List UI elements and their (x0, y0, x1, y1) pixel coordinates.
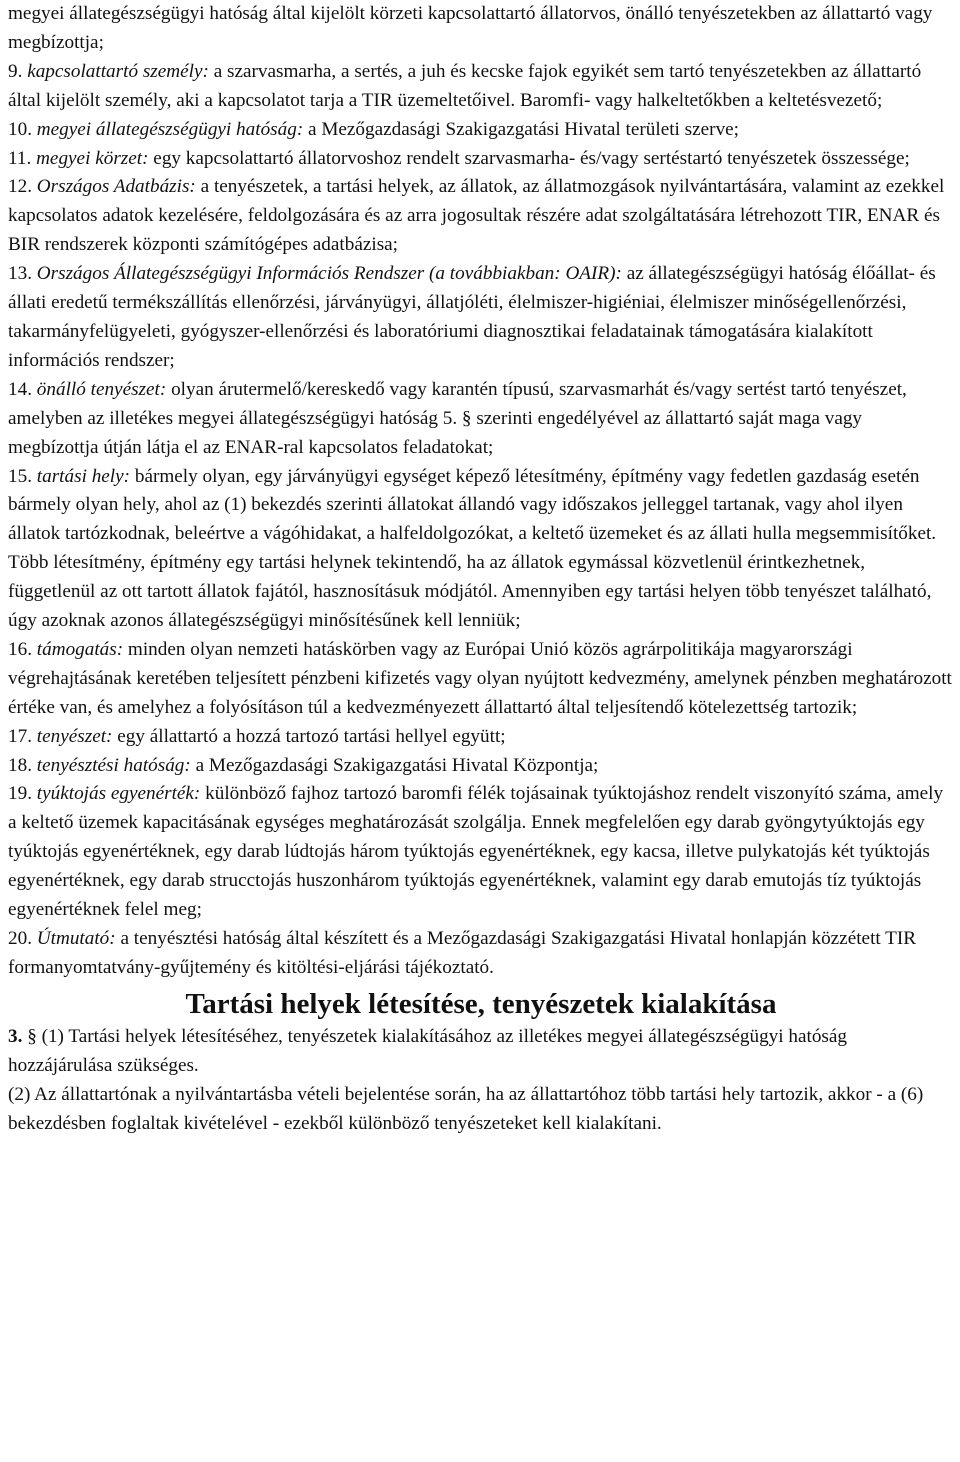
item-term: kapcsolattartó személy: (27, 60, 209, 82)
item-text: minden olyan nemzeti hatáskörben vagy az Európai Unió közös agrárpolitikája magyarországi végrehajtásának keretében teljesített pénzbeni kifizetés vagy olyan nyújtott kedvezmény, amelynek pénzben meghatározott értéke van, és amelyhez a folyósításon túl a kedvezményezett állattartó által teljesítendő kötelezettség tartozik; (8, 638, 952, 718)
item-number: 16. (8, 638, 32, 660)
item-text: egy kapcsolattartó állatorvoshoz rendelt szarvasmarha- és/vagy sertéstartó tenyészetek összessége; (148, 147, 910, 169)
section-3-paragraph-2: (2) Az állattartónak a nyilvántartásba vételi bejelentése során, ha az állattartóhoz több tartási hely tartozik, akkor - a (6) bekezdésben foglaltak kivételével - ezekből különböző tenyészeteket kell kialakítani. (8, 1083, 924, 1134)
item-number: 11. (8, 147, 32, 169)
definition-item-11 (8, 145, 954, 174)
item-text: a szarvasmarha, a sertés, a juh és kecske fajok egyikét sem tartó tenyészetekben az állattartó által kijelölt személy, aki a kapcsolatot tarja a TIR üzemeltetőivel. Baromfi- vagy halkeltetőkben a keltetésvezető; (8, 60, 922, 111)
item-text: a tenyésztési hatóság által készített és a Mezőgazdasági Szakigazgatási Hivatal honlapján közzétett TIR formanyomtatvány-gyűjtemény és kitöltési-eljárási tájékoztató. (8, 928, 917, 978)
item-number: 12. (8, 176, 32, 198)
item-term: Útmutató: (36, 928, 116, 949)
definition-item-15 (8, 463, 954, 636)
item-term: megyei körzet: (36, 147, 149, 169)
item-term: tartási hely: (36, 465, 131, 487)
item-term: tenyészet: (36, 725, 113, 747)
definition-item-10 (8, 116, 954, 145)
item-text: egy állattartó a hozzá tartozó tartási hellyel együtt; (112, 725, 506, 747)
item-number: 19. (8, 783, 32, 805)
definition-item-17 (8, 723, 954, 752)
item-number: 13. (8, 263, 32, 285)
section-number: 3. (8, 1025, 23, 1047)
section-heading: Tartási helyek létesítése, tenyészetek kialakítása (185, 987, 777, 1020)
paragraph-text: § (1) Tartási helyek létesítéséhez, tenyészetek kialakításához az illetékes megyei állategészségügyi hatóság hozzájárulása szükséges. (8, 1025, 848, 1076)
definition-item-14 (8, 376, 954, 463)
definition-item-19 (8, 780, 954, 925)
definition-item-13 (8, 260, 954, 376)
paragraph-intro (8, 0, 954, 58)
definition-item-20 (8, 925, 954, 983)
definition-item-9 (8, 58, 954, 116)
section-3-paragraph-1 (8, 1023, 954, 1081)
item-text: a tenyészetek, a tartási helyek, az állatok, az állatmozgások nyilvántartására, valamint az ezekkel kapcsolatos adatok kezelésére, feldolgozására és az arra jogosultak részére adat szolgáltatására létrehozott TIR, ENAR és BIR rendszerek központi számítógépes adatbázisa; (8, 176, 945, 256)
item-term: önálló tenyészet: (36, 378, 167, 400)
paragraph-text: megyei állategészségügyi hatóság által kijelölt körzeti kapcsolattartó állatorvos, önálló tenyészetekben az állattartó vagy megbízottja; (8, 3, 933, 53)
item-term: tenyésztési hatóság: (36, 754, 191, 776)
definition-item-12 (8, 173, 954, 260)
item-number: 10. (8, 118, 32, 140)
item-number: 15. (8, 465, 32, 487)
item-number: 14. (8, 378, 32, 400)
item-number: 20. (8, 928, 32, 949)
document-page (8, 0, 954, 1138)
item-term: Országos Állategészségügyi Információs Rendszer (a továbbiakban: OAIR): (36, 263, 622, 285)
item-term: tyúktojás egyenérték: (36, 783, 201, 805)
item-text: bármely olyan, egy járványügyi egységet képező létesítmény, építmény vagy fedetlen gazdaság esetén bármely olyan hely, ahol az (1) bekezdés szerinti állatokat állandó vagy időszakos jelleggel tartanak, vagy ahol ilyen állatok tartózkodnak, beleértve a vágóhidakat, a halfeldolgozókat, a keltető üzemeket és az állati hulla megsemmisítőket. Több létesítmény, építmény egy tartási helynek tekintendő, ha az állatok egymással közvetlenül érintkezhetnek, függetlenül az ott tartott állatok fajától, hasznosításuk módjától. Amennyiben egy tartási helyen több tenyészet található, úgy azoknak azonos állategészségügyi minősítésűnek kell lenniük; (8, 465, 937, 632)
item-number: 17. (8, 725, 32, 747)
item-term: Országos Adatbázis: (36, 176, 196, 198)
item-term: támogatás: (36, 638, 124, 660)
item-number: 9. (8, 60, 23, 82)
item-text: a Mezőgazdasági Szakigazgatási Hivatal területi szerve; (303, 118, 740, 140)
definition-item-18 (8, 752, 954, 781)
item-term: megyei állategészségügyi hatóság: (36, 118, 304, 140)
item-text: olyan árutermelő/kereskedő vagy karantén típusú, szarvasmarhát és/vagy sertést tartó tenyészet, amelyben az illetékes megyei állategészségügyi hatóság 5. § szerinti engedélyével az állattartó saját maga vagy megbízottja útján látja el az ENAR-ral kapcsolatos feladatokat; (8, 378, 907, 458)
item-text: a Mezőgazdasági Szakigazgatási Hivatal Központja; (190, 754, 599, 776)
item-number: 18. (8, 754, 32, 776)
definition-item-16 (8, 636, 954, 723)
item-text: az állategészségügyi hatóság élőállat- és állati eredetű termékszállítás ellenőrzési, járványügyi, állatjóléti, élelmiszer-higiéniai, élelmiszer minőségellenőrzési, takarmányfelügyeleti, gyógyszer-ellenőrzési és laboratóriumi diagnosztikai feladatainak támogatására kialakított információs rendszer; (8, 263, 936, 371)
item-text: különböző fajhoz tartozó baromfi félék tojásainak tyúktojáshoz rendelt viszonyító száma, amely a keltető üzemek kapacitásának egységes meghatározását szolgálja. Ennek megfelelően egy darab gyöngytyúktojás egy tyúktojás egyenértéknek, egy darab lúdtojás három tyúktojás egyenértéknek, egy kacsa, illetve pulykatojás két tyúktojás egyenértéknek, egy darab strucctojás huszonhárom tyúktojás egyenértéknek, valamint egy darab emutojás tíz tyúktojás egyenértéknek felel meg; (8, 783, 944, 921)
